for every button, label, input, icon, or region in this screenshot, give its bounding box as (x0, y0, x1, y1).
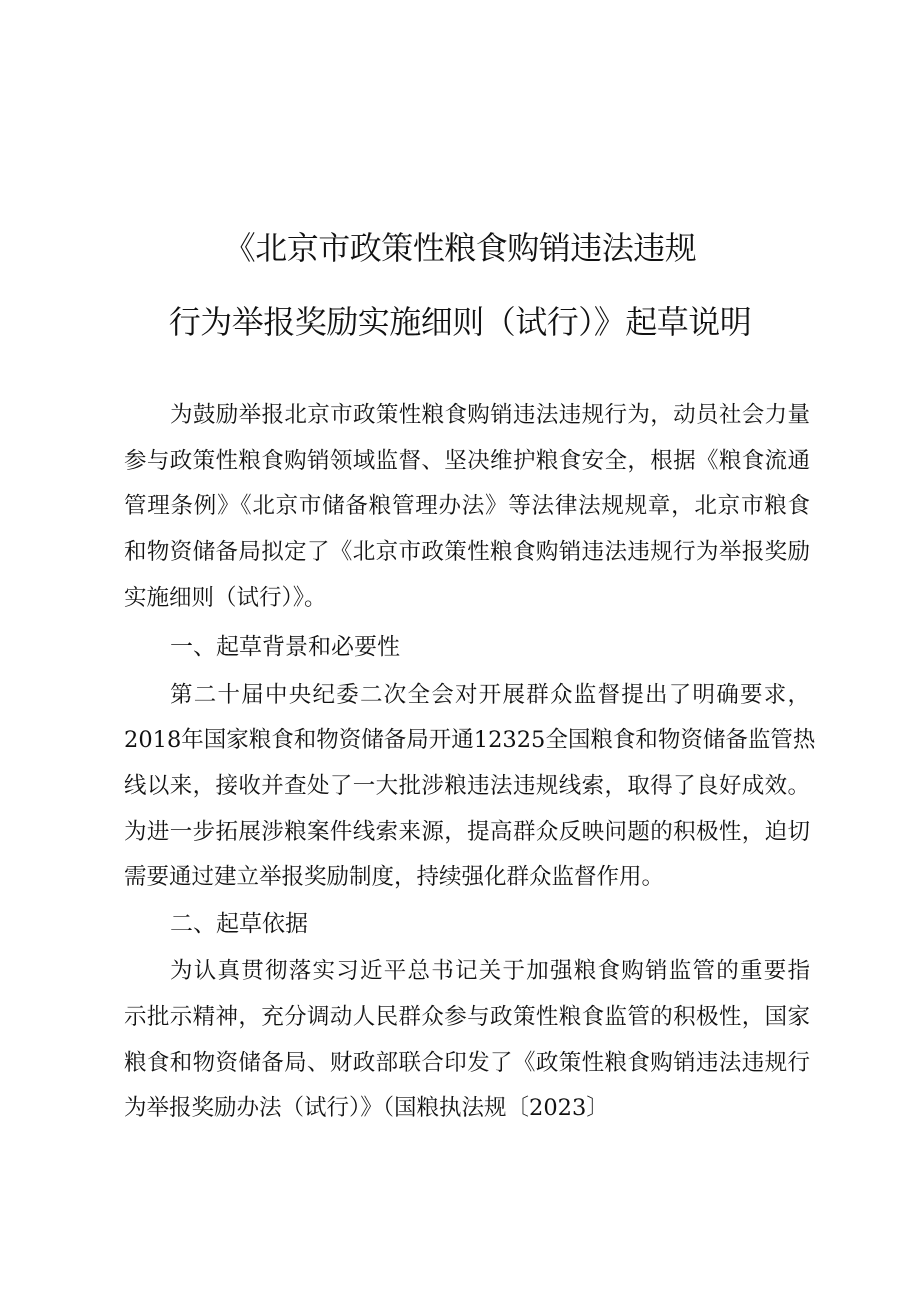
intro-line-1: 为鼓励举报北京市政策性粮食购销违法违规行为，动员社会力量 (170, 402, 810, 428)
intro-line-5: 实施细则（试行）》。 (124, 585, 327, 611)
section-2-line-3: 粮食和物资储备局、财政部联合印发了《政策性粮食购销违法违规行 (124, 1050, 810, 1076)
section-1-line-1: 第二十届中央纪委二次全会对开展群众监督提出了明确要求， (170, 682, 810, 708)
intro-line-2: 参与政策性粮食购销领域监督、坚决维护粮食安全，根据《粮食流通 (124, 448, 810, 474)
section-1-line-5: 需要通过建立举报奖励制度，持续强化群众监督作用。 (124, 864, 665, 890)
section-1-heading: 一、起草背景和必要性 (170, 634, 400, 660)
section-2-line-2: 示批示精神，充分调动人民群众参与政策性粮食监管的积极性，国家 (124, 1004, 810, 1030)
intro-line-4: 和物资储备局拟定了《北京市政策性粮食购销违法违规行为举报奖励 (124, 539, 810, 565)
section-2-heading: 二、起草依据 (170, 911, 308, 937)
section-1-line-3: 线以来，接收并查处了一大批涉粮违法违规线索，取得了良好成效。 (124, 773, 810, 799)
section-2-line-1: 为认真贯彻落实习近平总书记关于加强粮食购销监管的重要指 (170, 958, 810, 984)
document-title-line-2: 行为举报奖励实施细则（试行）》起草说明 (168, 303, 752, 341)
document-title-line-1: 《北京市政策性粮食购销违法违规 (223, 229, 697, 267)
section-2-line-4: 为举报奖励办法（试行）》（国粮执法规〔2023〕 (124, 1095, 609, 1121)
section-1-line-2: 2018年国家粮食和物资储备局开通12325全国粮食和物资储备监管热 (124, 727, 816, 753)
section-1-line-4: 为进一步拓展涉粮案件线索来源，提高群众反映问题的积极性，迫切 (124, 819, 810, 845)
intro-line-3: 管理条例》《北京市储备粮管理办法》等法律法规规章，北京市粮食 (124, 493, 810, 519)
